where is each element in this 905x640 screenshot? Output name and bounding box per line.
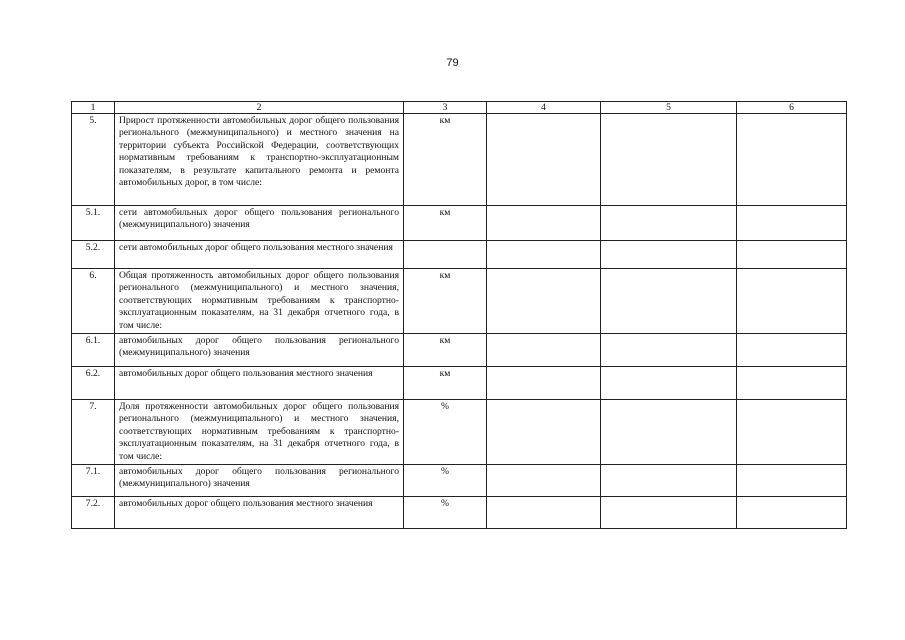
header-col-1: 1 xyxy=(72,102,115,114)
row-value-col-4 xyxy=(487,497,601,529)
row-description: автомобильных дорог общего пользования местного значения xyxy=(115,367,404,400)
table-row xyxy=(72,241,847,269)
row-value-col-5 xyxy=(601,114,737,206)
row-description: автомобильных дорог общего пользования регионального (межмуниципального) значения xyxy=(115,465,404,497)
row-unit: км xyxy=(404,334,487,367)
table-row xyxy=(72,334,847,367)
page-number: 79 xyxy=(446,57,459,69)
row-number: 5.1. xyxy=(72,206,115,241)
table-row xyxy=(72,114,847,206)
row-description: сети автомобильных дорог общего пользования местного значения xyxy=(115,241,404,269)
row-value-col-5 xyxy=(601,367,737,400)
row-value-col-4 xyxy=(487,269,601,334)
row-description: сети автомобильных дорог общего пользования регионального (межмуниципального) значения xyxy=(115,206,404,241)
header-col-2: 2 xyxy=(115,102,404,114)
row-number: 5.2. xyxy=(72,241,115,269)
row-unit: % xyxy=(404,400,487,465)
row-value-col-5 xyxy=(601,400,737,465)
row-value-col-5 xyxy=(601,269,737,334)
row-value-col-4 xyxy=(487,465,601,497)
row-unit: км xyxy=(404,114,487,206)
row-value-col-5 xyxy=(601,497,737,529)
row-value-col-4 xyxy=(487,114,601,206)
row-value-col-6 xyxy=(737,334,847,367)
row-value-col-6 xyxy=(737,400,847,465)
table-row xyxy=(72,367,847,400)
row-description: автомобильных дорог общего пользования местного значения xyxy=(115,497,404,529)
row-value-col-5 xyxy=(601,334,737,367)
row-number: 5. xyxy=(72,114,115,206)
row-number: 6.1. xyxy=(72,334,115,367)
row-value-col-4 xyxy=(487,367,601,400)
header-col-6: 6 xyxy=(737,102,847,114)
row-unit: км xyxy=(404,367,487,400)
row-description: Прирост протяженности автомобильных дорог общего пользования регионального (межмуниципального) и местного значения на территории субъекта Российской Федерации, соответствующих нормативным требованиям к транспортно-эксплуатационным показателям, в результате капитального ремонта и ремонта автомобильных дорог, в том числе: xyxy=(115,114,404,206)
row-value-col-6 xyxy=(737,114,847,206)
row-number: 7.2. xyxy=(72,497,115,529)
row-number: 6. xyxy=(72,269,115,334)
table-row xyxy=(72,400,847,465)
row-description: Доля протяженности автомобильных дорог общего пользования регионального (межмуниципального) и местного значения, соответствующих нормативным требованиям к транспортно-эксплуатационным показателям, на 31 декабря отчетного года, в том числе: xyxy=(115,400,404,465)
row-unit: % xyxy=(404,465,487,497)
row-value-col-5 xyxy=(601,241,737,269)
row-number: 7.1. xyxy=(72,465,115,497)
table-header-row xyxy=(72,102,847,114)
row-value-col-6 xyxy=(737,465,847,497)
row-value-col-6 xyxy=(737,497,847,529)
row-value-col-4 xyxy=(487,400,601,465)
header-col-5: 5 xyxy=(601,102,737,114)
table-row xyxy=(72,465,847,497)
table-row xyxy=(72,269,847,334)
header-col-4: 4 xyxy=(487,102,601,114)
row-value-col-6 xyxy=(737,367,847,400)
row-value-col-4 xyxy=(487,241,601,269)
row-value-col-5 xyxy=(601,206,737,241)
table-row xyxy=(72,497,847,529)
row-value-col-6 xyxy=(737,206,847,241)
row-unit xyxy=(404,241,487,269)
row-value-col-5 xyxy=(601,465,737,497)
row-value-col-4 xyxy=(487,334,601,367)
row-value-col-6 xyxy=(737,269,847,334)
row-value-col-6 xyxy=(737,241,847,269)
row-unit: % xyxy=(404,497,487,529)
table-row xyxy=(72,206,847,241)
row-description: автомобильных дорог общего пользования регионального (межмуниципального) значения xyxy=(115,334,404,367)
indicator-table xyxy=(71,101,847,529)
row-unit: км xyxy=(404,269,487,334)
row-unit: км xyxy=(404,206,487,241)
header-col-3: 3 xyxy=(404,102,487,114)
row-value-col-4 xyxy=(487,206,601,241)
row-number: 7. xyxy=(72,400,115,465)
row-description: Общая протяженность автомобильных дорог общего пользования регионального (межмуниципального) и местного значения, соответствующих нормативным требованиям к транспортно-эксплуатационным показателям, на 31 декабря отчетного года, в том числе: xyxy=(115,269,404,334)
row-number: 6.2. xyxy=(72,367,115,400)
